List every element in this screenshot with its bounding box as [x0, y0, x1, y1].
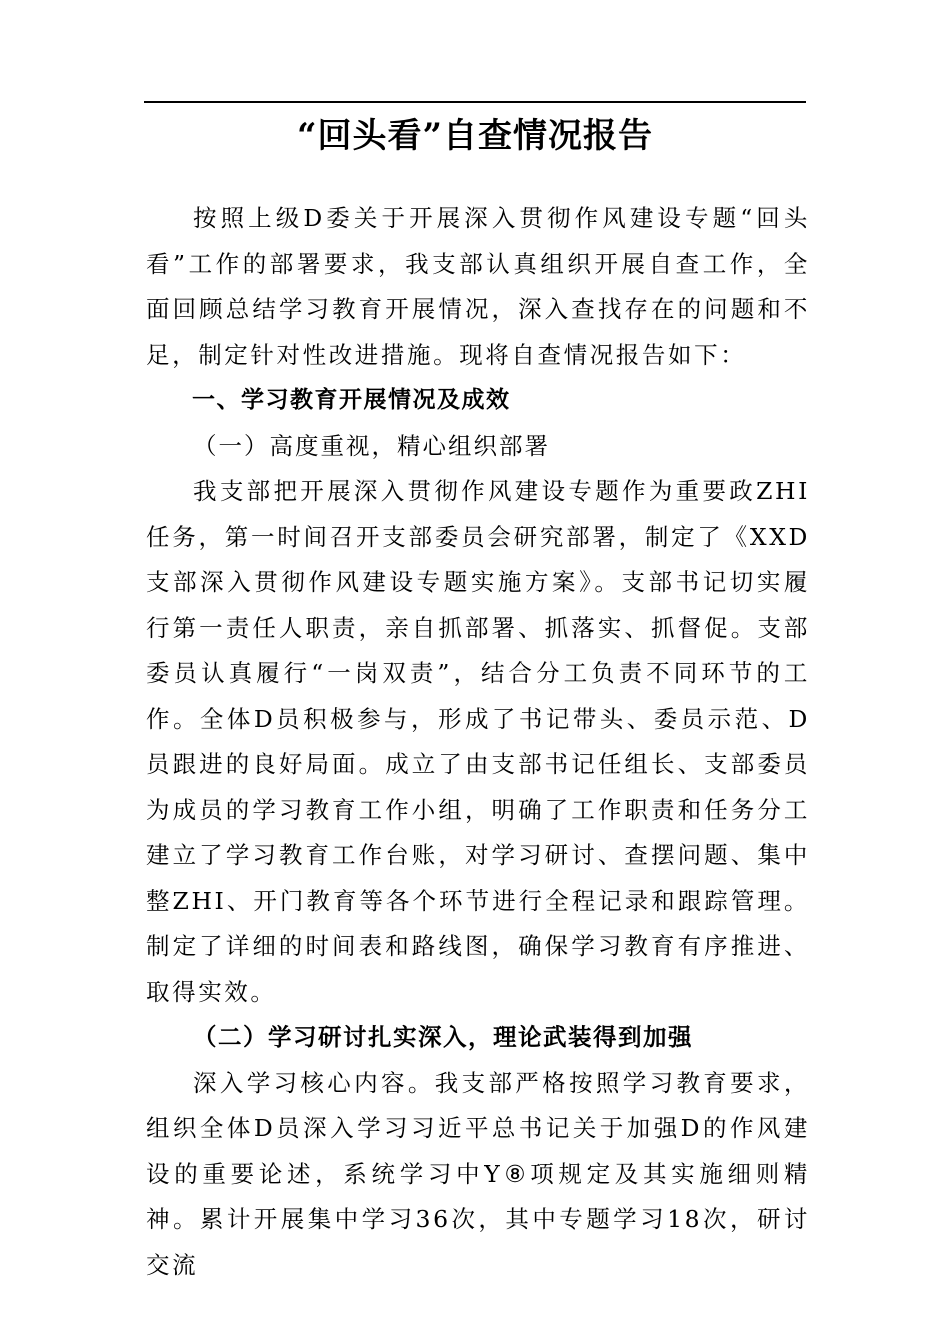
- intro-paragraph: 按照上级D委关于开展深入贯彻作风建设专题“回头看”工作的部署要求，我支部认真组织开展自查工作，全面回顾总结学习教育开展情况，深入查找存在的问题和不足，制定针对性改进措施。现将自查情况报告如下：: [146, 204, 810, 369]
- document-title: “回头看”自查情况报告: [296, 116, 654, 156]
- subsection-1-paragraph: 我支部把开展深入贯彻作风建设专题作为重要政ZHI任务，第一时间召开支部委员会研究部署，制定了《XXD支部深入贯彻作风建设专题实施方案》。支部书记切实履行第一责任人职责，亲自抓部署、抓落实、抓督促。支部委员认真履行“一岗双责”，结合分工负责不同环节的工作。全体D员积极参与，形成了书记带头、委员示范、D员跟进的良好局面。成立了由支部书记任组长、支部委员为成员的学习教育工作小组，明确了工作职责和任务分工建立了学习教育工作台账，对学习研讨、查摆问题、集中整ZHI、开门教育等各个环节进行全程记录和跟踪管理。制定了详细的时间表和路线图，确保学习教育有序推进、取得实效。: [146, 477, 810, 1006]
- header-rule: [144, 101, 806, 103]
- document-body: [146, 196, 810, 1288]
- subsection-2-paragraph: 深入学习核心内容。我支部严格按照学习教育要求，组织全体D员深入学习习近平总书记关于加强D的作风建设的重要论述，系统学习中Y⑧项规定及其实施细则精神。累计开展集中学习36次，其中专题学习18次，研讨交流: [146, 1068, 810, 1279]
- subsection-1-heading: （一）高度重视，精心组织部署: [193, 431, 550, 460]
- subsection-2-heading: （二）学习研讨扎实深入，理论武装得到加强: [193, 1023, 693, 1051]
- section-1-heading: 一、学习教育开展情况及成效: [192, 387, 511, 413]
